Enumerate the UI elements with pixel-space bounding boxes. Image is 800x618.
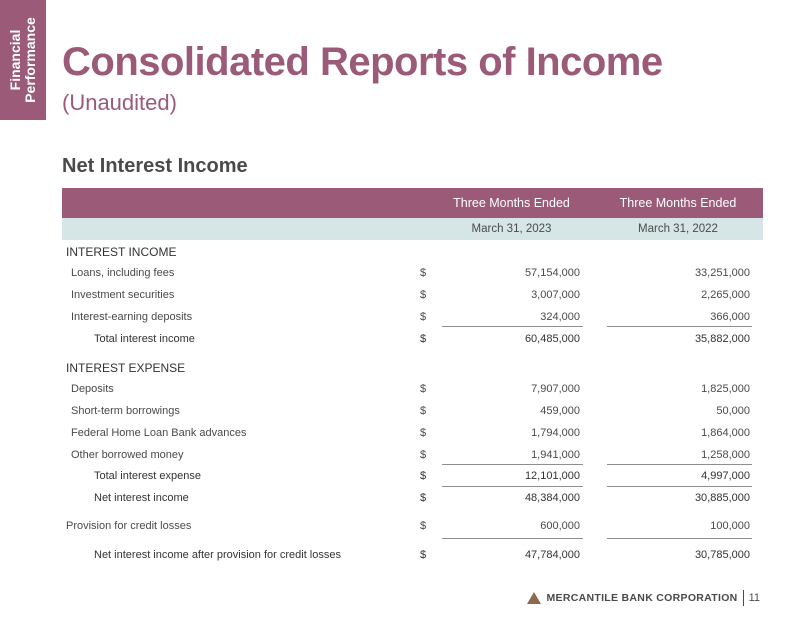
value-2022: 50,000 bbox=[716, 405, 750, 417]
subtotal-rule bbox=[607, 538, 752, 539]
currency-symbol: $ bbox=[420, 289, 427, 301]
value-2022: 1,258,000 bbox=[701, 449, 750, 461]
row-label: Net interest income after provision for credit losses bbox=[94, 549, 341, 561]
value-2022: 35,882,000 bbox=[694, 333, 750, 345]
footer-divider bbox=[743, 590, 744, 606]
value-2023: 1,941,000 bbox=[531, 449, 580, 461]
section-title: Net Interest Income bbox=[62, 155, 248, 177]
value-2022: 2,265,000 bbox=[701, 289, 750, 301]
row-label: Total interest income bbox=[94, 333, 195, 345]
value-2022: 1,825,000 bbox=[701, 383, 750, 395]
section-tab-line2: Performance bbox=[22, 17, 38, 103]
subtotal-rule bbox=[442, 326, 583, 327]
row-label: Net interest income bbox=[94, 492, 189, 504]
page-title: Consolidated Reports of Income bbox=[62, 40, 663, 84]
table-subheader-row bbox=[62, 218, 763, 240]
header-col2: Three Months Ended bbox=[619, 196, 737, 210]
table-total-row bbox=[62, 489, 763, 509]
total-rule bbox=[607, 486, 752, 487]
value-2022: 30,885,000 bbox=[694, 492, 750, 504]
table-row bbox=[62, 308, 763, 328]
row-label: Loans, including fees bbox=[71, 267, 175, 279]
row-label: Investment securities bbox=[71, 289, 175, 301]
currency-symbol: $ bbox=[420, 427, 427, 439]
table-total-row bbox=[62, 546, 763, 566]
value-2022: 1,864,000 bbox=[701, 427, 750, 439]
currency-symbol: $ bbox=[420, 405, 427, 417]
footer bbox=[527, 590, 761, 606]
triangle-logo-icon bbox=[527, 592, 541, 604]
currency-symbol: $ bbox=[420, 520, 427, 532]
value-2022: 100,000 bbox=[710, 520, 750, 532]
value-2023: 1,794,000 bbox=[531, 427, 580, 439]
row-label: Deposits bbox=[71, 383, 114, 395]
row-label: Total interest expense bbox=[94, 470, 202, 482]
total-rule bbox=[442, 486, 583, 487]
section-tab-line1: Financial bbox=[7, 29, 23, 91]
table-total-row bbox=[62, 330, 763, 350]
value-2022: 33,251,000 bbox=[694, 267, 750, 279]
table-row bbox=[62, 424, 763, 444]
row-label: INTEREST EXPENSE bbox=[66, 361, 186, 375]
table-row bbox=[62, 380, 763, 400]
value-2023: 600,000 bbox=[540, 520, 580, 532]
value-2023: 3,007,000 bbox=[531, 289, 580, 301]
table-section-heading bbox=[62, 242, 763, 262]
value-2023: 459,000 bbox=[540, 405, 580, 417]
table-row bbox=[62, 517, 763, 537]
row-label: Federal Home Loan Bank advances bbox=[71, 427, 247, 439]
table-row bbox=[62, 264, 763, 284]
header-col1: Three Months Ended bbox=[453, 196, 570, 210]
value-2023: 324,000 bbox=[540, 311, 580, 323]
currency-symbol: $ bbox=[420, 470, 427, 482]
row-label: INTEREST INCOME bbox=[66, 245, 177, 259]
value-2023: 47,784,000 bbox=[524, 549, 580, 561]
value-2022: 366,000 bbox=[710, 311, 750, 323]
subheader-col2: March 31, 2022 bbox=[638, 223, 718, 235]
company-name: MERCANTILE BANK CORPORATION bbox=[546, 592, 738, 604]
table-section-heading bbox=[62, 358, 763, 378]
page-number: 11 bbox=[748, 592, 760, 604]
currency-symbol: $ bbox=[420, 549, 427, 561]
value-2023: 48,384,000 bbox=[524, 492, 580, 504]
subheader-col1: March 31, 2023 bbox=[471, 223, 552, 235]
value-2023: 7,907,000 bbox=[531, 383, 580, 395]
table-row bbox=[62, 446, 763, 466]
subtotal-rule bbox=[607, 326, 752, 327]
value-2023: 60,485,000 bbox=[524, 333, 580, 345]
currency-symbol: $ bbox=[420, 333, 427, 345]
currency-symbol: $ bbox=[420, 267, 427, 279]
table-header-row bbox=[62, 188, 763, 218]
section-tab-label bbox=[8, 17, 38, 103]
row-label: Short-term borrowings bbox=[71, 405, 180, 417]
value-2023: 57,154,000 bbox=[524, 267, 580, 279]
subtotal-rule bbox=[607, 464, 752, 465]
value-2022: 4,997,000 bbox=[701, 470, 750, 482]
currency-symbol: $ bbox=[420, 449, 427, 461]
value-2022: 30,785,000 bbox=[694, 549, 750, 561]
section-tab bbox=[0, 0, 46, 120]
currency-symbol: $ bbox=[420, 383, 427, 395]
value-2023: 12,101,000 bbox=[524, 470, 580, 482]
row-label: Other borrowed money bbox=[71, 449, 184, 461]
currency-symbol: $ bbox=[420, 492, 427, 504]
currency-symbol: $ bbox=[420, 311, 427, 323]
row-label: Provision for credit losses bbox=[66, 520, 192, 532]
table-total-row bbox=[62, 467, 763, 487]
subtotal-rule bbox=[442, 464, 583, 465]
row-label: Interest-earning deposits bbox=[71, 311, 193, 323]
table-row bbox=[62, 402, 763, 422]
page-subtitle: (Unaudited) bbox=[62, 90, 177, 115]
table-row bbox=[62, 286, 763, 306]
subtotal-rule bbox=[442, 538, 583, 539]
